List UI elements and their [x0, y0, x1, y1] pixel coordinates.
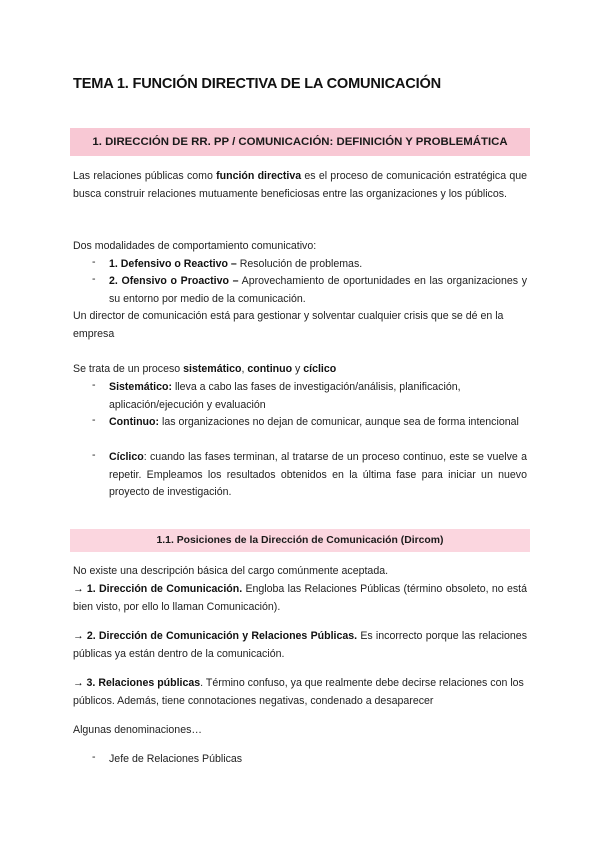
list-bullet: - — [92, 273, 96, 285]
denominations-intro: Algunas denominaciones… — [73, 724, 202, 736]
position-3-paragraph: → 3. Relaciones públicas. Término confuso, ya que realmente debe decirse relaciones con los públicos. Además, tiene connotaciones negativas, condenado a desaparecer — [73, 677, 524, 707]
modalities-intro: Dos modalidades de comportamiento comunicativo: — [73, 240, 317, 252]
list-item: Continuo: las organizaciones no dejan de comunicar, aunque sea de forma intencional — [109, 416, 519, 428]
document-title: TEMA 1. FUNCIÓN DIRECTIVA DE LA COMUNICACIÓN — [73, 76, 441, 92]
section-1-heading: 1. DIRECCIÓN DE RR. PP / COMUNICACIÓN: DEFINICIÓN Y PROBLEMÁTICA — [70, 128, 530, 156]
list-item: 2. Ofensivo o Proactivo – Aprovechamiento de oportunidades en las organizaciones y su entorno por medio de la comunicación. — [109, 275, 528, 305]
list-bullet: - — [92, 751, 96, 763]
section-1-1-heading: 1.1. Posiciones de la Dirección de Comunicación (Dircom) — [70, 529, 530, 552]
list-item: Jefe de Relaciones Públicas — [109, 753, 243, 765]
list-bullet: - — [92, 256, 96, 268]
position-2-paragraph: → 2. Dirección de Comunicación y Relaciones Públicas. Es incorrecto porque las relaciones públicas ya están dentro de la comunicación. — [73, 630, 527, 660]
list-item: Cíclico: cuando las fases terminan, al tratarse de un proceso continuo, este se vuelve a repetir. Empleamos los resultados obtenidos en la última fase para iniciar un nuevo proyecto de investigación. — [109, 451, 527, 499]
list-bullet: - — [92, 414, 96, 426]
list-bullet: - — [92, 449, 96, 461]
intro-paragraph: Las relaciones públicas como función directiva es el proceso de comunicación estratégica que busca construir relaciones mutuamente beneficiosas entre las organizaciones y los públicos. — [73, 170, 527, 200]
director-paragraph: Un director de comunicación está para gestionar y solventar cualquier crisis que se dé en la empresa — [73, 310, 504, 340]
process-paragraph: Se trata de un proceso sistemático, continuo y cíclico — [73, 363, 337, 375]
list-item: Sistemático: lleva a cabo las fases de investigación/análisis, planificación, aplicación/ejecución y evaluación — [109, 381, 461, 411]
position-1-paragraph: → 1. Dirección de Comunicación. Engloba las Relaciones Públicas (término obsoleto, no está bien visto, por ello lo llaman Comunicación). — [73, 583, 527, 613]
list-bullet: - — [92, 379, 96, 391]
list-item: 1. Defensivo o Reactivo – Resolución de problemas. — [109, 258, 363, 270]
no-description-paragraph: No existe una descripción básica del cargo comúnmente aceptada. — [73, 565, 389, 577]
